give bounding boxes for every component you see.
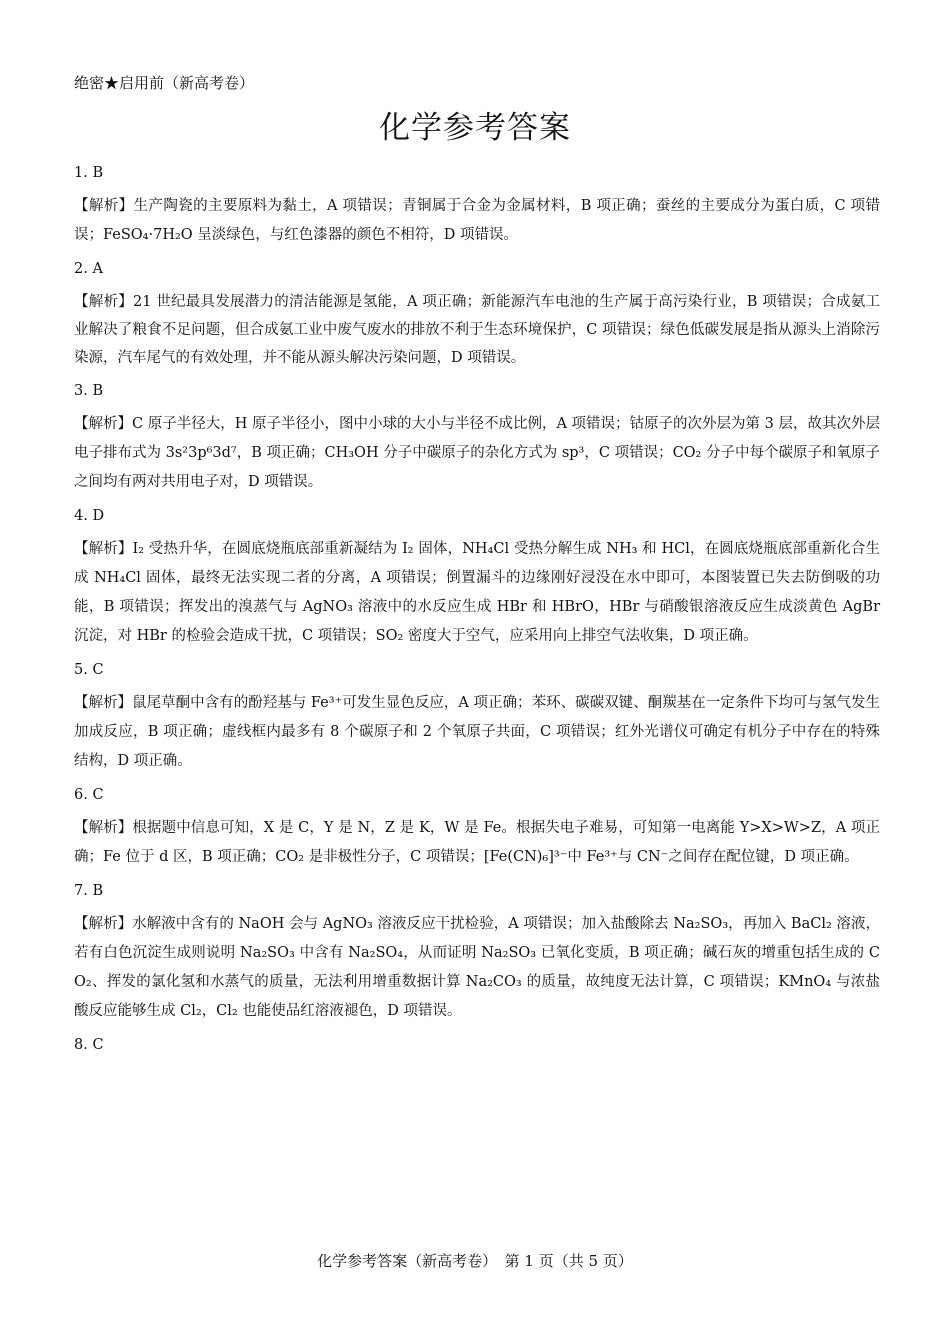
answer-block-1	[74, 162, 880, 250]
answer-block-5	[74, 659, 880, 776]
question-number: 5. C	[74, 662, 104, 678]
question-analysis: 【解析】根据题中信息可知，X 是 C，Y 是 N，Z 是 K，W 是 Fe。根据失电子难易，可知第一电离能 Y>X>W>Z，A 项正确；Fe 位于 d 区，B 项正确；CO₂ 是非极性分子，C 项错误；[Fe(CN)₆]³⁻中 Fe³⁺与 CN⁻之间存在配位键，D 项正确。	[74, 820, 880, 865]
question-number: 6. C	[74, 787, 104, 803]
question-number: 2. A	[74, 261, 103, 277]
question-analysis: 【解析】C 原子半径大，H 原子半径小，图中小球的大小与半径不成比例，A 项错误；钴原子的次外层为第 3 层，故其次外层电子排布式为 3s²3p⁶3d⁷，B 项正确；CH₃OH 分子中碳原子的杂化方式为 sp³，C 项错误；CO₂ 分子中每个碳原子和氧原子之间均有两对共用电子对，D 项错误。	[74, 416, 880, 490]
question-number: 3. B	[74, 383, 104, 399]
question-number: 8. C	[74, 1037, 104, 1053]
question-number: 1. B	[74, 165, 104, 181]
question-number: 7. B	[74, 883, 104, 899]
page-title: 化学参考答案	[379, 110, 571, 146]
answer-block-3	[74, 380, 880, 497]
question-analysis: 【解析】生产陶瓷的主要原料为黏土，A 项错误；青铜属于合金为金属材料，B 项正确；蚕丝的主要成分为蛋白质，C 项错误；FeSO₄·7H₂O 呈淡绿色，与红色漆器的颜色不相符，D 项错误。	[74, 198, 880, 243]
answer-block-6	[74, 784, 880, 872]
page-footer: 化学参考答案（新高考卷） 第 1 页（共 5 页）	[317, 1252, 633, 1270]
question-analysis: 【解析】21 世纪最具发展潜力的清洁能源是氢能，A 项正确；新能源汽车电池的生产属于高污染行业，B 项错误；合成氨工业解决了粮食不足问题，但合成氨工业中废气废水的排放不利于生态环境保护，C 项错误；绿色低碳发展是指从源头上消除污染源，汽车尾气的有效处理，并不能从源头解决污染问题，D 项错误。	[74, 294, 880, 366]
answer-content	[74, 162, 880, 1064]
answer-block-2	[74, 258, 880, 372]
answer-block-4	[74, 505, 880, 651]
question-analysis: 【解析】水解液中含有的 NaOH 会与 AgNO₃ 溶液反应干扰检验，A 项错误；加入盐酸除去 Na₂SO₃，再加入 BaCl₂ 溶液，若有白色沉淀生成则说明 Na₂SO₃ 中含有 Na₂SO₄，从而证明 Na₂SO₃ 已氧化变质，B 项正确；碱石灰的增重包括生成的 CO₂、挥发的氯化氢和水蒸气的质量，无法利用增重数据计算 Na₂CO₃ 的质量，故纯度无法计算，C 项错误；KMnO₄ 与浓盐酸反应能够生成 Cl₂，Cl₂ 也能使品红溶液褪色，D 项错误。	[74, 916, 880, 1019]
question-number: 4. D	[74, 508, 105, 524]
answer-block-7	[74, 880, 880, 1026]
answer-block-8	[74, 1034, 880, 1056]
question-analysis: 【解析】鼠尾草酮中含有的酚羟基与 Fe³⁺可发生显色反应，A 项正确；苯环、碳碳双键、酮羰基在一定条件下均可与氢气发生加成反应，B 项正确；虚线框内最多有 8 个碳原子和 2 个氧原子共面，C 项错误；红外光谱仪可确定有机分子中存在的特殊结构，D 项正确。	[74, 695, 880, 769]
confidential-note: 绝密★启用前（新高考卷）	[74, 74, 255, 92]
question-analysis: 【解析】I₂ 受热升华，在圆底烧瓶底部重新凝结为 I₂ 固体，NH₄Cl 受热分解生成 NH₃ 和 HCl，在圆底烧瓶底部重新化合生成 NH₄Cl 固体，最终无法实现二者的分离，A 项错误；倒置漏斗的边缘刚好浸没在水中即可，本图装置已失去防倒吸的功能，B 项错误；挥发出的溴蒸气与 AgNO₃ 溶液中的水反应生成 HBr 和 HBrO，HBr 与硝酸银溶液反应生成淡黄色 AgBr 沉淀，对 HBr 的检验会造成干扰，C 项错误；SO₂ 密度大于空气，应采用向上排空气法收集，D 项正确。	[74, 541, 880, 644]
